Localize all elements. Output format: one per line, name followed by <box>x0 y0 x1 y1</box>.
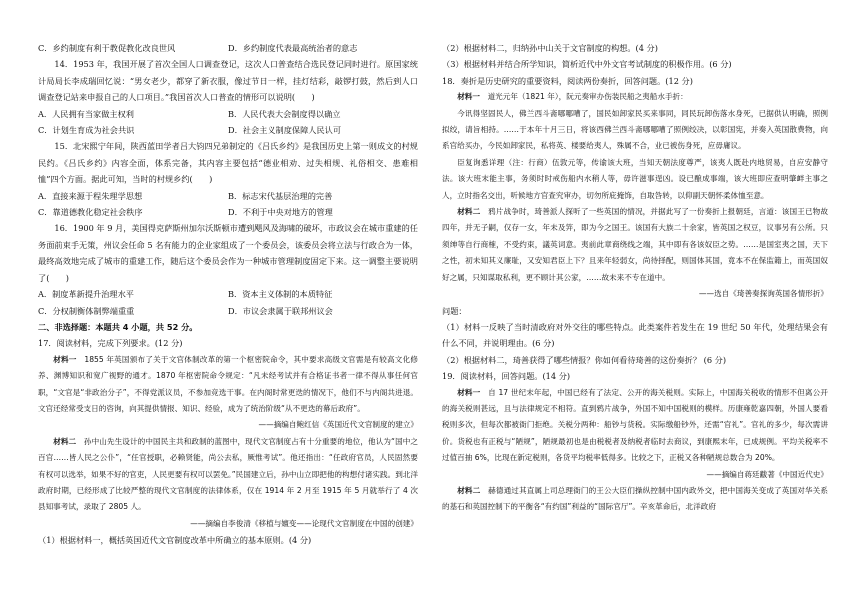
q15-option-a: A．直接来源于程朱理学思想 <box>38 190 143 201</box>
material-text: 1855 年英国颁布了关于文官体制改革的第一个枢密院命令，其中要求高级文官需是有较高文化修养、渊博知识和宽广视野的通才。1870 年枢密院命令规定：“凡未经考试并有合格证书者一律不得从事任何官职，“文官是“非政治分子”，不得党派议员，不参加竞选干事。在内阁时常更迭的情况下，他们不与内阁共进退。文官还经常受支日的咨询，向其提供情报、知识、经验，成为了统治阶级“从不更迭的幕后政府”。 <box>38 354 418 413</box>
q16-options-row-2 <box>38 303 418 319</box>
material-label: 材料一 <box>457 387 481 397</box>
q19-material-1 <box>442 385 828 467</box>
q18-material-1-body-2: 臣复询悉详理（注：行商）伍敦元等，传谕该大班，当知天朝法度尊严，该夷人既赴内地贸易，自应安静守法。该大班末能主事，务须时时戒伤船内水稍人等，毋许滋事逞凶。设已酿成事端，该大班即应查明肇衅主事之人，立时指名交出，听候地方官查究审办，切勿所庇掩饰，自取咎转，以仰副天朝怀柔体恤至意。 <box>442 157 828 200</box>
question-19: 19．阅读材料，回答问题。(14 分) <box>442 371 571 382</box>
q17-part-3: （3）根据材料并结合所学知识，简析近代中外文官考试制度的积极作用。(6 分) <box>442 59 732 70</box>
q18-part-2: （2）根据材料二，琦善获得了哪些情报？你如何看待琦善的这份奏折？ (6 分) <box>442 354 727 365</box>
q17-material-1-source: ——摘编自鲍红信《英国近代文官制度的建立》 <box>258 420 418 430</box>
q19-material-1-source: ——摘编自蒋廷黻著《中国近代史》 <box>706 469 828 479</box>
q18-material-2-source: ——选自《琦善奏探询英国各情形折》 <box>698 289 828 299</box>
question-14: 14．1953 年，我国开展了首次全国人口调查登记，这次人口普查结合选民登记同时进行。原国家统计局局长李成瑞回忆说：“男女老少，都穿了新衣服，像过节日一样，挂灯结彩，敲锣打鼓，然后到人口调查登记站来申报自己的人口项目。”我国首次人口普查的情形可以说明( ) <box>38 59 418 103</box>
material-label: 材料一 <box>457 92 480 102</box>
material-text: 孙中山先生设计的中国民主共和政制的蓝图中，现代文官制度占有十分重要的地位，他认为“国中之百官……皆人民之公仆”，“任官授职，必赖贤能，尚公去私，厥惟考试”。他还指出：“任政府官员，人民固然要有权可以选举，如果不好的官吏，人民更要有权可以罢免。”民国建立后，孙中山立即把他的构想付诸实践。到北洋政府时期，已经形成了比较严整的现代文官制度的法律体系，仅在 1914 年 2 月至 1915 年 5 月就举行了 4 次县知事考试，录取了 2805 人。 <box>38 436 419 512</box>
material-label: 材料二 <box>53 436 77 446</box>
section-heading: 二、非选择题：本题共 4 小题，共 52 分。 <box>38 321 198 332</box>
q15-options-row-1 <box>38 188 418 204</box>
q18-part-1: （1）材料一反映了当时清政府对外交往的哪些特点。此类案件若发生在 19 世纪 50 年代，处理结果会有什么不同，并说明理由。(6 分) <box>442 321 828 349</box>
material-text: 鸦片战争时，琦善派人探听了一些英国的情况，并据此写了一份奏折上报朝廷，言道：该国王已物故四年，并无子嗣，仅存一女，年未及笄，即为今之国王。该国有大族二十余家，皆英国之权豆，议事另有公所。只须绅等自行商榷，不受约束，議英词意。夷前此章商绕线之端，其中即有各该奴臣之势。……是国室夷之国，天下之性，初未知其义廉耻，又安知君臣上下？且来年轻弱女，尚待择配，则国体其国，竟本不在保监籍上，而英国奴好之属，只知谋取私利，更不顾计其公家，……故未来不专在道中。 <box>442 207 829 282</box>
question-16: 16．1900 年 9 月，美国得克萨斯州加尔沃斯顿市遭到飓风及海啸的破坏，市政议会在城市重建的任务面前束手无策，州议会任命 5 名有能力的企业家组成了一个委员会，该委员会将立法与行政合为一体，最终高效地完成了城市的重建工作，随后这个委员会作为一种城市管理制度固定下来。这一调整主要说明了( ) <box>38 223 418 283</box>
q19-material-2 <box>442 483 828 516</box>
q17-material-1 <box>38 352 418 418</box>
question-18: 18．奏折是历史研究的重要资料，阅读两份奏折，回答问题。(12 分) <box>442 75 693 86</box>
material-text: 赫德通过其直属上司总理衙门的王公大臣们操纵控制中国内政外交，把中国海关变成了英国对华关系的基石和英国控制下的平衡各“有约国”利益的“国际官厅”。辛亥革命后，北洋政府 <box>442 485 829 512</box>
q15-option-d: D．不利于中央对地方的管理 <box>228 207 333 218</box>
left-column <box>38 40 418 549</box>
q14-options-row-1 <box>38 106 418 122</box>
material-text: 自 17 世纪末年起，中国已经有了法定、公开的海关税则。实际上，中国海关税收的情形不但离公开的海关税则甚远，且与法律规定不相符。直到鸦片战争，外国不知中国税则的模样。历康雍乾嘉四朝，外国人要看税则多次，但每次都被衙门拒绝。关税分两种：船钞与货税。实际缴船钞外，还需“官礼”。官礼的多少，每次需讲价。货税也有正税与“陋规”，陋规最初也是由税税者及纳税者临时去商议，到康熙末年，已成规例。平均关税率不过值百抽 6%，比现在新定税则，各货平均税率低得多。比较之下，正税又各种陋规总数合为 20%。 <box>442 387 828 463</box>
q13-option-c: C．乡约制度有利于教促教化改良世风 <box>38 43 176 53</box>
right-column <box>442 40 828 516</box>
q14-option-b: B．人民代表大会制度得以确立 <box>228 108 341 119</box>
question-15: 15．北宋熙宁年间，陕西蓝田学者吕大钧四兄弟制定的《吕氏乡约》是我国历史上第一则成文的村规民约。《吕氏乡约》内容全面，体系完备，其内容主要包括“德业相劝、过失相规、礼俗相交、患难相恤”四个方面。据此可知，当时的村规乡约( ) <box>38 141 418 185</box>
q18-material-1-title <box>442 89 828 105</box>
q16-option-c: C．分权制衡体制弊端重重 <box>38 305 135 316</box>
material-label: 材料一 <box>53 354 77 364</box>
question-prompt: 问题： <box>442 305 467 316</box>
material-label: 材料二 <box>457 485 481 495</box>
q16-option-a: A．制度革新提升治理水平 <box>38 289 134 300</box>
question-17: 17．阅读材料，完成下列要求。(12 分) <box>38 338 183 349</box>
q16-option-d: D．市议会隶属于联邦州议会 <box>228 305 333 316</box>
q18-material-1-body: 今讯得坚固民人，佛兰西斗斋哪哪嘈了，国民如卸家民买来事同，同民玩卸伤落水身死，已据供认明确，照例拟绞，请旨相持。……于本年十月三日，将该西佛兰西斗斋哪哪嘈了照例绞决，以彰国宪，并奏入英国散费物，向系官给买办，今民如卸家民，私将英、楼要给夷人，殊属不合，业已被伤身死，应毋庸议。 <box>442 108 828 151</box>
q14-options-row-2 <box>38 122 418 138</box>
q18-material-2 <box>442 204 828 286</box>
q17-material-2 <box>38 434 418 516</box>
q13-option-d: D．乡约制度代表最高统治者的意志 <box>228 43 358 53</box>
q16-option-b: B．资本主义体制的本质特征 <box>228 289 333 300</box>
q16-options-row-1 <box>38 286 418 302</box>
material-label: 材料二 <box>457 207 481 217</box>
q14-option-c: C．计划生育成为社会共识 <box>38 125 135 136</box>
q17-material-2-source: ——摘编自李俊清《移植与嬗变——论现代文官制度在中国的创建》 <box>190 518 418 528</box>
material-text: 道光元年（1821 年），阮元奏审办伤装民船之夷船水手折： <box>487 92 688 102</box>
q15-option-b: B．标志宋代基层治理的完善 <box>228 190 333 201</box>
q15-option-c: C．靠道德教化稳定社会秩序 <box>38 207 143 218</box>
q17-part-1: （1）根据材料一，概括英国近代文官制度改革中所确立的基本原则。(4 分) <box>38 535 312 546</box>
q13-options-row <box>38 40 418 56</box>
q14-option-a: A．人民拥有当家做主权利 <box>38 108 134 119</box>
q17-part-2: （2）根据材料二，归纳孙中山关于文官制度的构想。(4 分) <box>442 43 658 53</box>
q15-options-row-2 <box>38 204 418 220</box>
q14-option-d: D．社会主义制度保障人民认可 <box>228 125 342 136</box>
